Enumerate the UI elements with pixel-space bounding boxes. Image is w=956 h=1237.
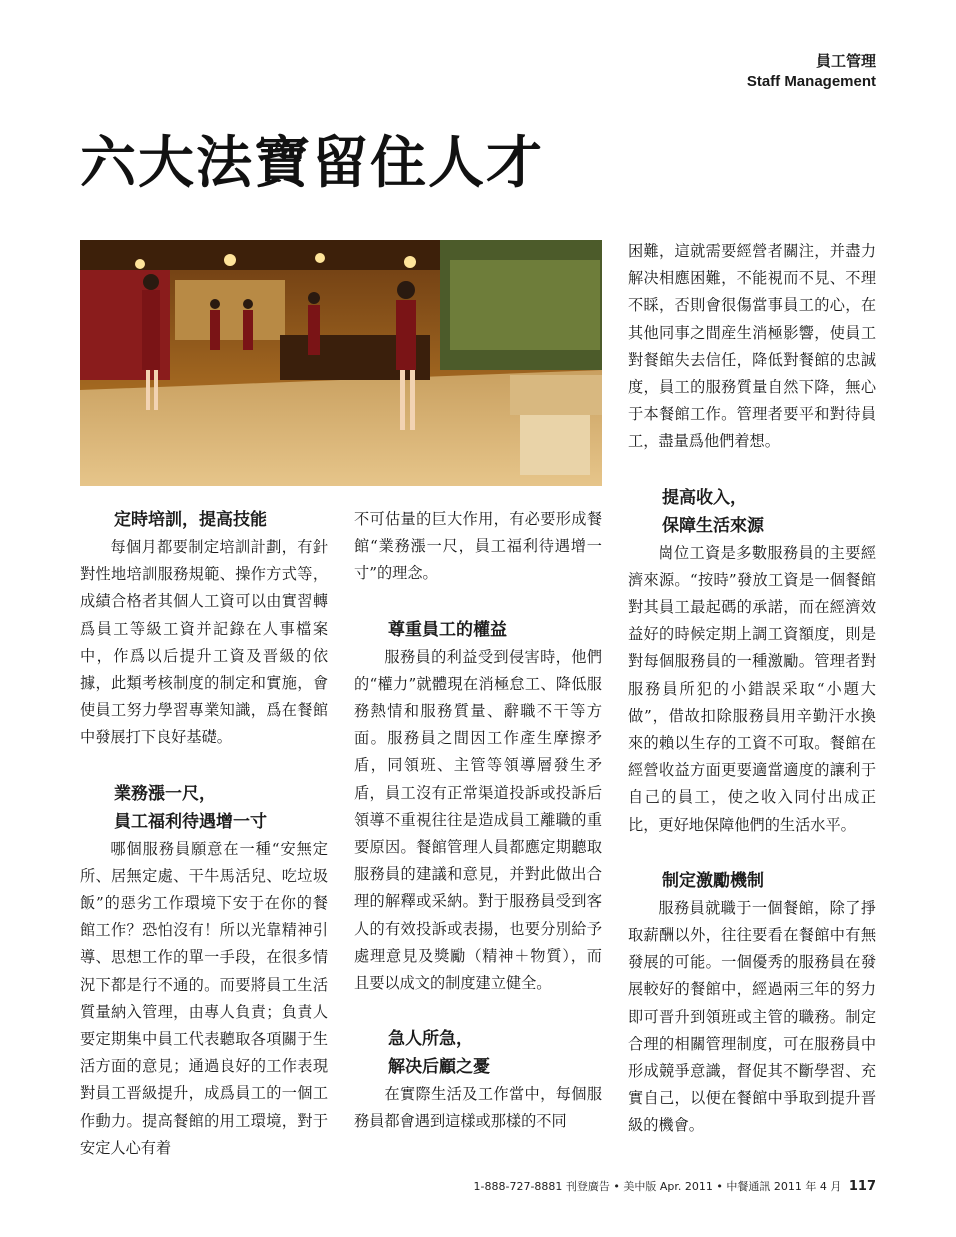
- subheading-welfare-2: 員工福利待遇增一寸: [114, 811, 267, 832]
- column-2: [354, 506, 602, 1136]
- restaurant-staff-photo: [80, 240, 602, 486]
- subheading-welfare-1: 業務漲一尺，: [114, 783, 216, 804]
- column-1: [80, 506, 328, 1162]
- section-label-en: Staff Management: [746, 73, 876, 90]
- footer-text: 1-888-727-8881 刊登廣告 • 美中版 Apr. 2011 • 中餐通訊 2011 年 4 月: [473, 1180, 842, 1193]
- paragraph: 每個月都要制定培訓計劃，有針對性地培訓服務規範、操作方式等，成績合格者其個人工資可以由實習轉爲員工等級工資并記錄在人事檔案中，作爲以后提升工資及晋級的依據，此類考核制度的制定和實施，會使員工努力學習專業知識，爲在餐館中發展打下良好基礎。: [80, 538, 328, 747]
- page-number: 117: [848, 1179, 876, 1194]
- paragraph: 不可估量的巨大作用，有必要形成餐館“業務漲一尺，員工福利待遇增一寸”的理念。: [354, 510, 602, 583]
- subheading-training: 定時培訓，提高技能: [114, 510, 267, 530]
- section-label: [747, 50, 876, 92]
- paragraph: 哪個服務員願意在一種“安無定所、居無定處、干牛馬活兒、吃垃圾飯”的惡劣工作環境下安于在你的餐館工作？恐怕沒有！所以光靠精神引導、思想工作的單一手段，在很多情況下都是行不通的。而要將員工生活質量納入管理，由專人負責；負責人要定期集中員工代表聽取各項關于生活方面的意見；通過良好的工作表現對員工晋級提升，成爲員工的一個工作動力。提高餐館的用工環境，對于安定人心有着: [80, 839, 328, 1157]
- subheading-income-2: 保障生活來源: [662, 515, 764, 536]
- section-label-zh: 員工管理: [815, 52, 876, 70]
- subheading-income-1: 提高收入，: [662, 487, 747, 508]
- paragraph: 在實際生活及工作當中，每個服務員都會遇到這樣或那樣的不同: [354, 1085, 602, 1131]
- column-3: [628, 238, 876, 1140]
- paragraph: 服務員的利益受到侵害時，他們的“權力”就體現在消極怠工、降低服務熱情和服務質量、辭職不干等方面。服務員之間因工作產生摩擦矛盾，同領班、主管等領導層發生矛盾，員工沒有正常渠道投訴或投訴后領導不重視往往是造成員工離職的重要原因。餐館管理人員都應定期聽取服務員的建議和意見，并對此做出合理的解釋或采納。對于服務員受到客人的有效投訴或表揚，也要分別給予處理意見及獎勵（精神＋物質），而且要以成文的制度建立健全。: [354, 647, 602, 993]
- subheading-rights: 尊重員工的權益: [388, 619, 507, 640]
- subheading-worries-2: 解决后顧之憂: [388, 1057, 490, 1078]
- paragraph: 崗位工資是多數服務員的主要經濟來源。“按時”發放工資是一個餐館對其員工最起碼的承諾，而在經濟效益好的時候定期上調工資額度，則是對每個服務員的一種激勵。管理者對服務員所犯的小錯誤采取“小題大做”，借故扣除服務員用辛勤汗水換來的賴以生存的工資不可取。餐館在經營收益方面更要適當適度的讓利于自己的員工，使之收入同付出成正比，更好地保障他們的生活水平。: [628, 543, 876, 834]
- page-footer: [474, 1178, 876, 1194]
- paragraph: 困難，這就需要經營者關注，并盡力解决相應困難，不能視而不見、不理不睬，否則會很傷當事員工的心，在其他同事之間産生消極影響，使員工對餐館失去信任，降低對餐館的忠誠度，員工的服務質量自然下降，無心于本餐館工作。管理者要平和對待員工，盡量爲他們着想。: [628, 242, 876, 451]
- paragraph: 服務員就職于一個餐館，除了掙取薪酬以外，往往要看在餐館中有無發展的可能。一個優秀的服務員在發展較好的餐館中，經過兩三年的努力即可晋升到領班或主管的職務。制定合理的相關管理制度，可在服務員中形成競爭意識，督促其不斷學習、充實自己，以便在餐館中爭取到提升晋級的機會。: [628, 898, 876, 1135]
- article-title: 六大法寶留住人才: [80, 130, 544, 196]
- subheading-worries-1: 急人所急，: [388, 1029, 473, 1050]
- subheading-incentive: 制定激勵機制: [662, 870, 764, 891]
